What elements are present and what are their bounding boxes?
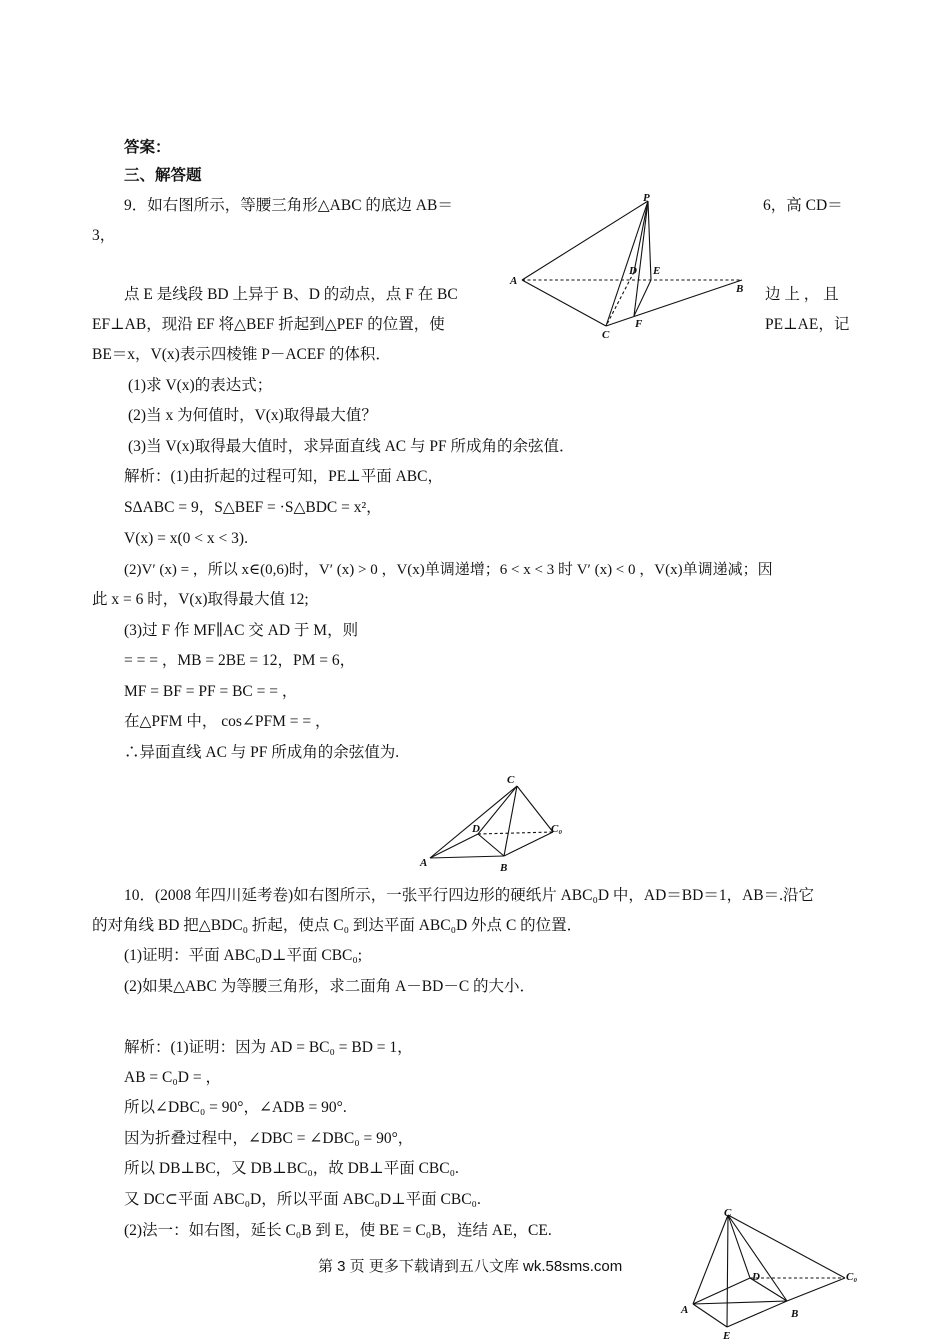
edge-CD — [478, 786, 517, 834]
section-heading: 三、解答题 — [124, 167, 202, 184]
problem9-line4a: EF⊥AB，现沿 EF 将△BEF 折起到△PEF 的位置，使 — [92, 316, 445, 333]
label-B: B — [500, 862, 508, 874]
edge-CB — [728, 1215, 787, 1301]
edge-DC0-dashed — [478, 832, 553, 834]
solution10-line6: 又 DC⊂平面 ABC₀D，所以平面 ABC₀D⊥平面 CBC₀. — [124, 1191, 481, 1208]
problem9-line1b: 6，高 CD＝ — [763, 197, 843, 214]
edge-EB — [727, 1301, 787, 1327]
label-C: C — [724, 1207, 732, 1219]
edge-DB — [478, 834, 504, 856]
problem9-line3a: 点 E 是线段 BD 上异于 B、D 的动点，点 F 在 BC — [124, 286, 458, 303]
answer-label: 答案： — [124, 139, 171, 156]
edge-AE — [693, 1304, 727, 1327]
problem9-line2: 3， — [92, 227, 116, 244]
label-C: C — [507, 774, 515, 786]
problem9-line3b: 边 上 ， 且 — [765, 286, 839, 303]
question-3: (3)当 V(x)取得最大值时，求异面直线 AC 与 PF 所成角的余弦值． — [128, 438, 575, 455]
page-footer: 第 3 页 更多下载请到五八文库 wk.58sms.com — [318, 1258, 623, 1275]
problem10-question2: (2)如果△ABC 为等腰三角形，求二面角 A－BD－C 的大小． — [124, 978, 536, 995]
solution9-line2: SΔABC = 9，S△BEF = ·S△BDC = x²， — [124, 499, 382, 516]
solution10-line7: (2)法一：如右图，延长 C₀B 到 E，使 BE = C₀B，连结 AE，CE. — [124, 1222, 552, 1239]
edge-CB — [504, 786, 517, 856]
problem10-question1: (1)证明：平面 ABC₀D⊥平面 CBC₀; — [124, 947, 363, 964]
solution9-line8: MF = BF = PF = BC = = ， — [124, 683, 298, 700]
edge-AB — [693, 1301, 787, 1304]
figure-problem9 — [505, 190, 755, 345]
edge-BC0 — [504, 832, 553, 856]
label-D: D — [752, 1271, 760, 1283]
solution9-line5: 此 x = 6 时，V(x)取得最大值 12; — [92, 591, 309, 608]
solution9-line3: V(x) = x(0 < x < 3). — [124, 530, 248, 547]
label-C: C — [602, 329, 610, 341]
question-1: (1)求 V(x)的表达式； — [128, 377, 273, 394]
edge-AC — [430, 786, 517, 858]
edge-PF — [634, 201, 648, 316]
label-B: B — [791, 1308, 799, 1320]
problem10-line2: 的对角线 BD 把△BDC₀ 折起，使点 C₀ 到达平面 ABC₀D 外点 C 的位置． — [92, 917, 583, 934]
edge-CC0 — [728, 1215, 845, 1278]
question-2: (2)当 x 为何值时，V(x)取得最大值？ — [128, 407, 377, 424]
label-C0: C₀ — [846, 1271, 858, 1283]
problem10-line1: 10．(2008 年四川延考卷)如右图所示，一张平行四边形的硬纸片 ABC₀D 中，AD＝BD＝1，AB＝.沿它 — [124, 887, 814, 904]
solution9-line4: (2)V′ (x) = ，所以 x∈(0,6)时，V′ (x) > 0 ，V(x)单调递增；6 < x < 3 时 V′ (x) < 0 ，V(x)单调递减；因 — [124, 562, 773, 578]
label-E: E — [653, 265, 661, 277]
edge-AC — [522, 280, 606, 326]
edge-AB — [430, 856, 504, 858]
figure-method1 — [675, 1205, 870, 1344]
solution10-line1: 解析：(1)证明：因为 AD = BC₀ = BD = 1， — [124, 1039, 413, 1056]
label-P: P — [643, 192, 650, 204]
label-A: A — [420, 857, 428, 869]
solution10-line3: 所以∠DBC₀ = 90°，∠ADB = 90°. — [124, 1099, 347, 1116]
solution10-line2: AB = C₀D = ， — [124, 1069, 221, 1086]
edge-CE — [727, 1215, 728, 1327]
label-E: E — [723, 1330, 731, 1342]
solution9-line10: ∴异面直线 AC 与 PF 所成角的余弦值为. — [124, 744, 400, 761]
label-C0: C₀ — [551, 823, 563, 835]
solution10-line4: 因为折叠过程中，∠DBC = ∠DBC₀ = 90°， — [124, 1130, 414, 1147]
figure-problem10 — [415, 770, 580, 880]
solution10-line5: 所以 DB⊥BC，又 DB⊥BC₀，故 DB⊥平面 CBC₀. — [124, 1160, 459, 1177]
label-A: A — [510, 275, 518, 287]
solution9-line9: 在△PFM 中， cos∠PFM = = ， — [124, 713, 331, 730]
label-F: F — [635, 318, 643, 330]
edge-CC0 — [517, 786, 553, 832]
label-A: A — [681, 1304, 689, 1316]
problem9-line4b: PE⊥AE，记 — [765, 316, 850, 333]
solution9-line7: = = = ，MB = 2BE = 12，PM = 6， — [124, 652, 356, 669]
edge-PE — [648, 201, 651, 280]
problem9-line1a: 9．如右图所示，等腰三角形△ABC 的底边 AB＝ — [124, 197, 453, 214]
label-D: D — [629, 265, 637, 277]
edge-PC — [606, 201, 648, 326]
solution9-line6: (3)过 F 作 MF∥AC 交 AD 于 M，则 — [124, 622, 359, 639]
label-B: B — [736, 283, 744, 295]
label-D: D — [472, 823, 480, 835]
solution9-line1: 解析：(1)由折起的过程可知，PE⊥平面 ABC， — [124, 468, 443, 485]
edge-BC0 — [787, 1278, 845, 1301]
problem9-line5: BE＝x，V(x)表示四棱锥 P－ACEF 的体积． — [92, 346, 391, 363]
